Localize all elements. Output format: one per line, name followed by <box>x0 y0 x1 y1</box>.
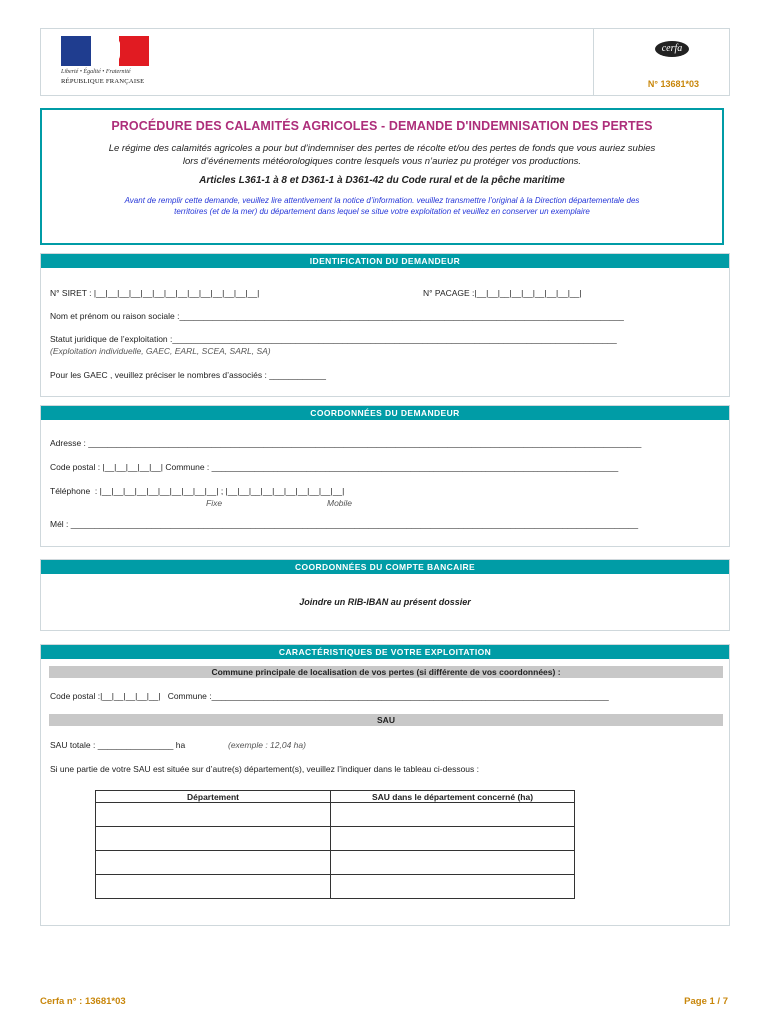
sau-total-field[interactable]: SAU totale : ________________ ha <box>50 740 186 750</box>
motto: Liberté • Égalité • Fraternité <box>61 69 131 75</box>
phone-fixed-label: Fixe <box>206 498 223 508</box>
sau-question: Si une partie de votre SAU est située sur d’autre(s) département(s), veuillez l’indiquer dans le tableau ci-dessous : <box>50 764 479 774</box>
instructions-note: Avant de remplir cette demande, veuillez lire attentivement la notice d’information. veuillez transmettre l’original à la Direction départementale des territoires (et de la mer) du département dans lequel se situe votre exploitation et veuillez en conserver un exemplaire <box>124 196 640 216</box>
footer-form-number: Cerfa n° : 13681*03 <box>40 996 126 1007</box>
gaec-associates-field[interactable]: Pour les GAEC , veuillez préciser le nombres d’associés : ____________ <box>50 370 326 380</box>
table-row <box>96 827 575 851</box>
sau-example: (exemple : 12,04 ha) <box>228 740 306 750</box>
address-field[interactable]: Adresse : _____________________________________________________________________________________________________________________ <box>50 438 642 448</box>
table-row <box>96 875 575 899</box>
pacage-field[interactable]: N° PACAGE :|__|__|__|__|__|__|__|__|__| <box>423 288 582 298</box>
commune-subheading: Commune principale de localisation de vos pertes (si différente de vos coordonnées) : <box>49 666 723 678</box>
page-title: PROCÉDURE DES CALAMITÉS AGRICOLES - DEMANDE D'INDEMNISATION DES PERTES <box>111 119 653 133</box>
cerfa-logo: cerfa <box>655 41 689 57</box>
postal-code-field[interactable]: Code postal : |__|__|__|__|__| Commune : ______________________________________________________________________________________ <box>50 462 619 472</box>
form-header <box>40 28 730 96</box>
section-heading: IDENTIFICATION DU DEMANDEUR <box>41 254 729 268</box>
table-row <box>96 803 575 827</box>
marianne-icon <box>96 40 120 62</box>
farm-postal-code-field[interactable]: Code postal :|__|__|__|__|__| Commune :____________________________________________________________________________________ <box>50 691 609 701</box>
rib-instruction: Joindre un RIB-IBAN au présent dossier <box>299 597 471 607</box>
republique-francaise-logo <box>61 36 149 92</box>
legal-articles: Articles L361-1 à 8 et D361-1 à D361-42 du Code rural et de la pêche maritime <box>199 175 565 186</box>
name-field[interactable]: Nom et prénom ou raison sociale :______________________________________________________________________________________________ <box>50 311 624 321</box>
email-field[interactable]: Mél : ________________________________________________________________________________________________________________________ <box>50 519 639 529</box>
table-row <box>96 851 575 875</box>
identification-section <box>40 253 730 397</box>
intro-text: Le régime des calamités agricoles a pour but d’indemniser des pertes de récolte et/ou des pertes de fonds que vous auriez subies lors d’événements météorologiques contre lesquels vous n’auriez pu protéger vos productions. <box>108 143 656 167</box>
table-header-sau: SAU dans le département concerné (ha) <box>331 791 575 803</box>
phone-mobile-label: Mobile <box>327 498 353 508</box>
section-heading: COORDONNÉES DU COMPTE BANCAIRE <box>41 560 729 574</box>
legal-status-hint: (Exploitation individuelle, GAEC, EARL, SCEA, SARL, SA) <box>50 346 271 356</box>
form-number: N° 13681*03 <box>647 79 699 89</box>
table-header-department: Département <box>96 791 331 803</box>
siret-field[interactable]: N° SIRET : |__|__|__|__|__|__|__|__|__|__|__|__|__|__| <box>50 288 260 298</box>
republic-name: RÉPUBLIQUE FRANÇAISE <box>61 78 145 85</box>
flag-icon <box>61 36 149 66</box>
section-heading: CARACTÉRISTIQUES DE VOTRE EXPLOITATION <box>41 645 729 659</box>
section-heading: COORDONNÉES DU DEMANDEUR <box>41 406 729 420</box>
department-table <box>95 790 575 899</box>
contact-section <box>40 405 730 547</box>
title-box <box>40 108 724 245</box>
page-number: Page 1 / 7 <box>684 996 728 1007</box>
sau-subheading: SAU <box>49 714 723 726</box>
legal-status-field[interactable]: Statut juridique de l’exploitation :______________________________________________________________________________________________ <box>50 334 617 344</box>
bank-section <box>40 559 730 631</box>
farm-section <box>40 644 730 926</box>
phone-field[interactable]: Téléphone : |__|__|__|__|__|__|__|__|__|__| ; |__|__|__|__|__|__|__|__|__|__| <box>50 486 345 496</box>
